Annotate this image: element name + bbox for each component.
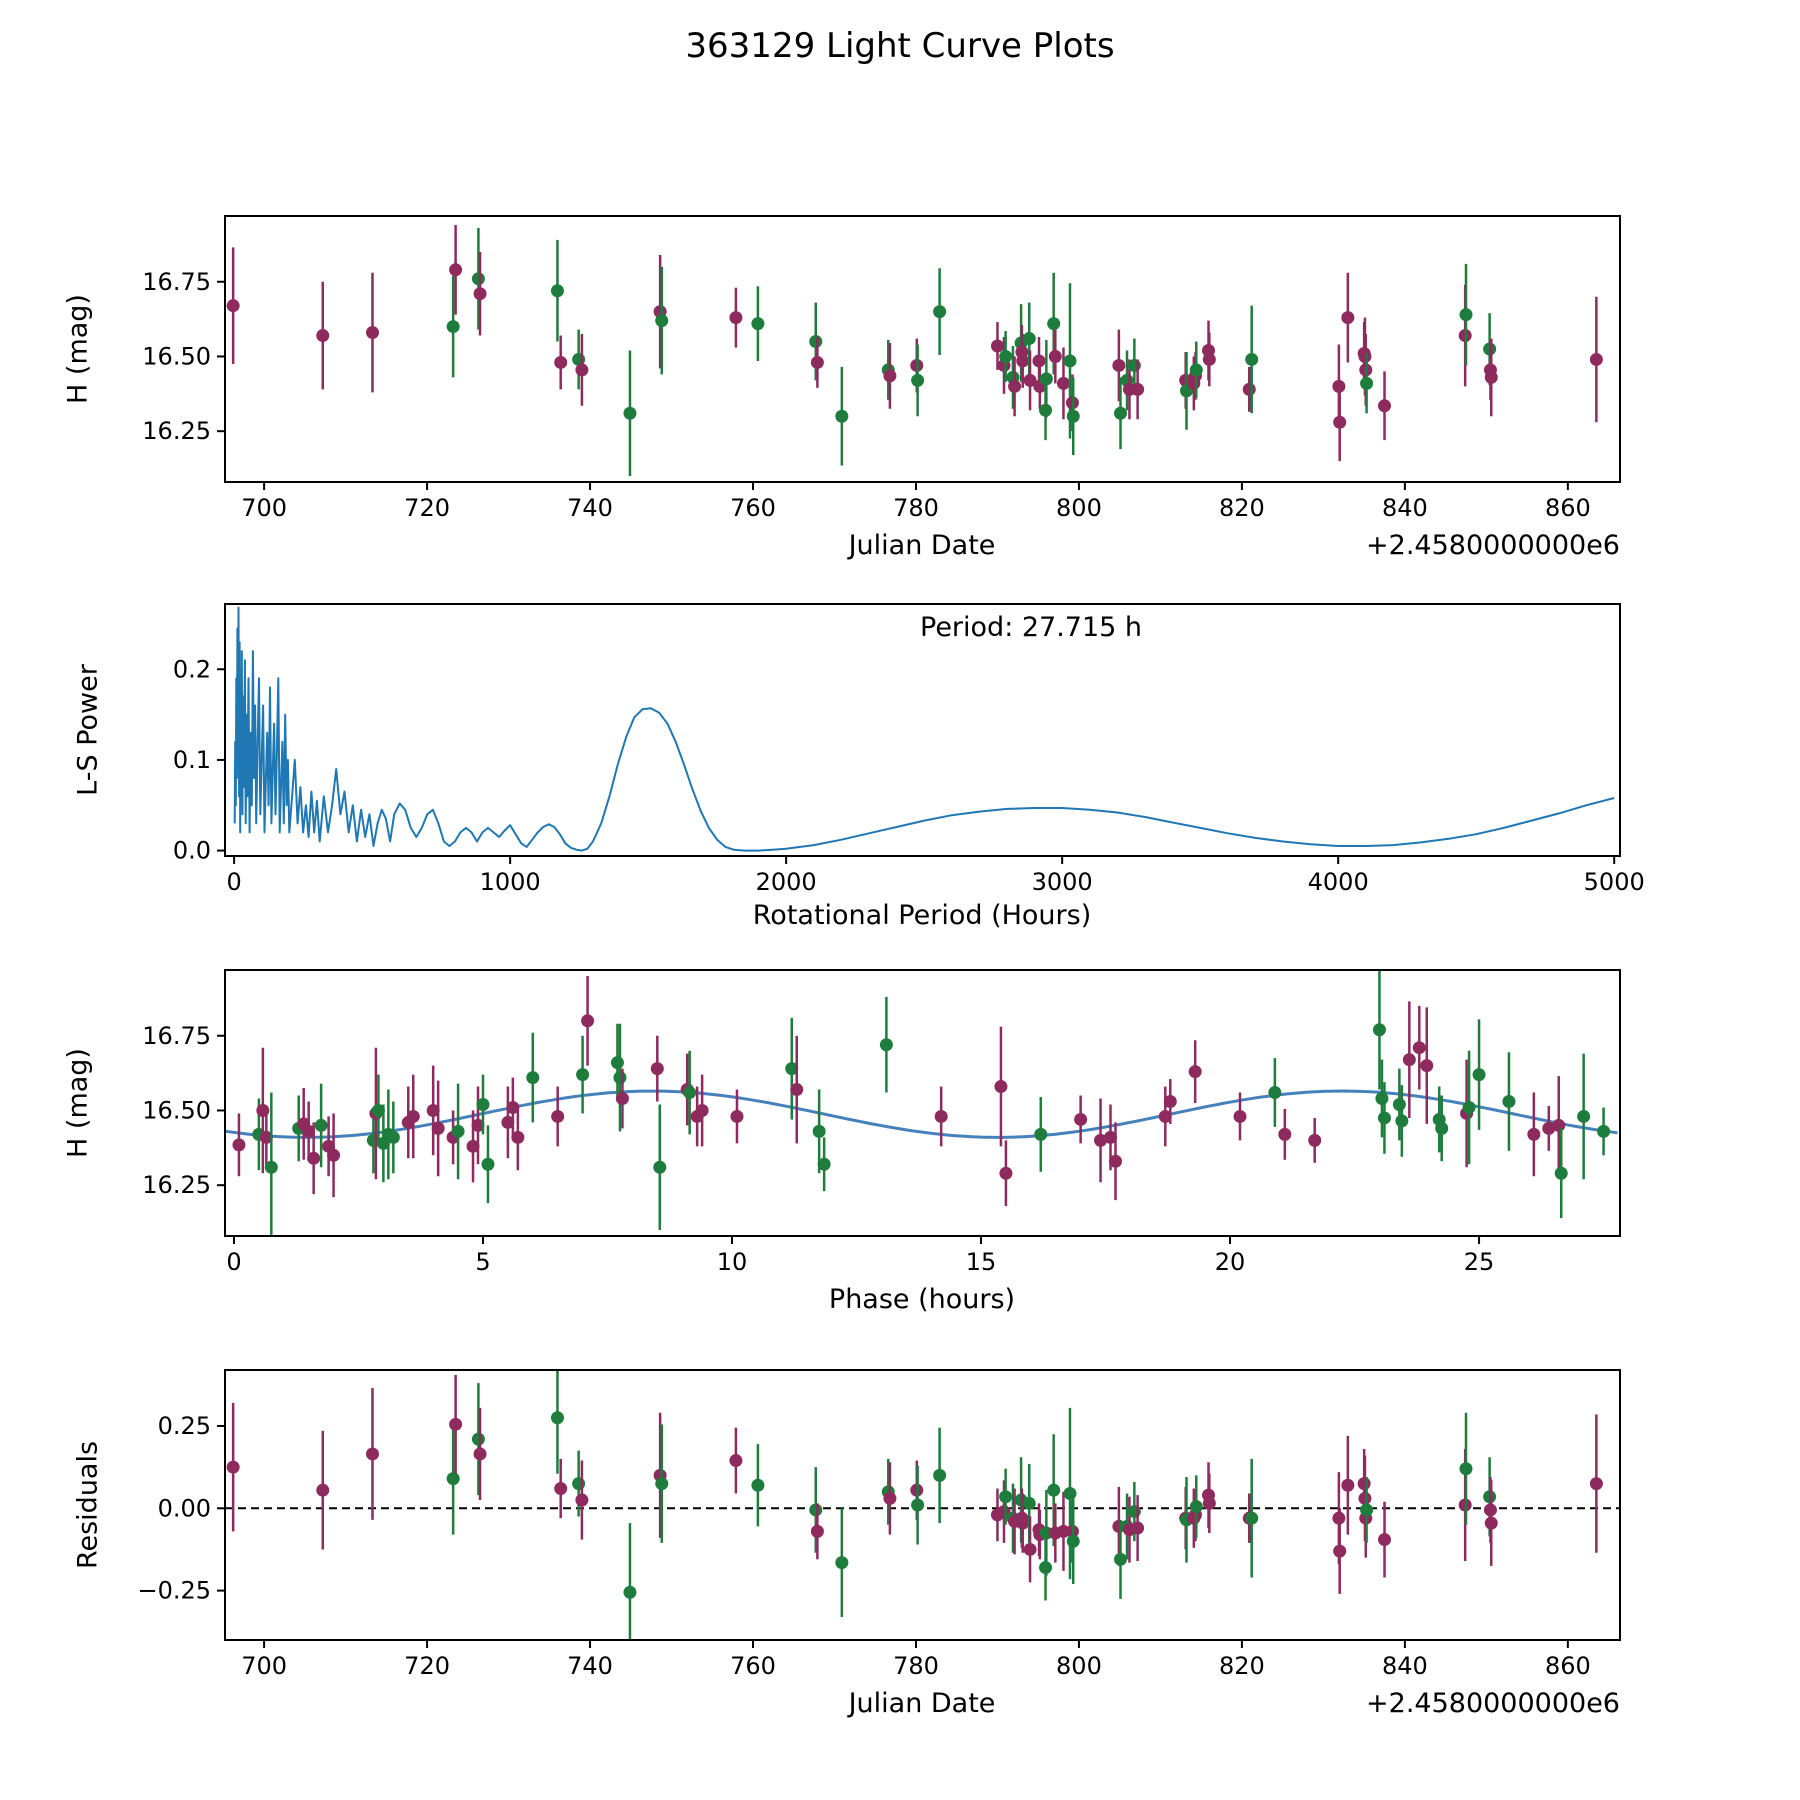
svg-text:720: 720 <box>404 1652 450 1680</box>
lightcurve-axes-frame <box>225 216 1620 482</box>
svg-text:0: 0 <box>226 1248 242 1276</box>
residuals-x-axis-label: Julian Date <box>848 1688 996 1719</box>
svg-text:10: 10 <box>716 1248 748 1276</box>
svg-text:25: 25 <box>1463 1248 1495 1276</box>
svg-text:780: 780 <box>893 494 939 522</box>
phased-plot-area <box>225 970 1618 1242</box>
figure-title: 363129 Light Curve Plots <box>685 26 1115 66</box>
svg-text:740: 740 <box>567 494 613 522</box>
svg-text:0: 0 <box>226 868 242 896</box>
svg-text:15: 15 <box>965 1248 997 1276</box>
svg-text:0.2: 0.2 <box>172 655 211 684</box>
svg-text:1000: 1000 <box>479 868 541 896</box>
lightcurve-points <box>227 225 1603 476</box>
svg-text:760: 760 <box>730 494 776 522</box>
svg-text:700: 700 <box>241 494 288 522</box>
svg-text:16.75: 16.75 <box>142 267 211 296</box>
phased-y-axis-label: H (mag) <box>62 1048 94 1158</box>
svg-text:4000: 4000 <box>1307 868 1369 896</box>
svg-text:740: 740 <box>567 1652 613 1680</box>
svg-text:−0.25: −0.25 <box>137 1576 211 1605</box>
svg-text:0.25: 0.25 <box>157 1411 211 1440</box>
phased-points <box>232 970 1610 1242</box>
svg-text:720: 720 <box>404 494 450 522</box>
svg-text:860: 860 <box>1544 1652 1591 1680</box>
svg-text:5000: 5000 <box>1583 868 1645 896</box>
lightcurve-y-axis-label: H (mag) <box>62 294 94 404</box>
period-annotation: Period: 27.715 h <box>920 612 1143 643</box>
svg-text:16.75: 16.75 <box>142 1021 211 1050</box>
residuals-plot-area <box>225 1362 1620 1662</box>
lightcurve-plot-area <box>227 225 1603 476</box>
svg-text:820: 820 <box>1219 494 1265 522</box>
svg-text:840: 840 <box>1381 1652 1428 1680</box>
svg-text:820: 820 <box>1219 1652 1265 1680</box>
lightcurve-ticks <box>142 268 1590 522</box>
svg-text:780: 780 <box>893 1652 939 1680</box>
svg-text:3000: 3000 <box>1031 868 1093 896</box>
periodogram-ticks <box>173 655 1645 896</box>
svg-text:5: 5 <box>475 1248 491 1276</box>
svg-text:16.25: 16.25 <box>142 417 211 446</box>
svg-text:16.25: 16.25 <box>142 1171 211 1200</box>
svg-text:16.50: 16.50 <box>142 342 211 371</box>
svg-text:840: 840 <box>1381 494 1428 522</box>
svg-text:800: 800 <box>1056 494 1102 522</box>
svg-text:860: 860 <box>1544 494 1591 522</box>
phased-x-axis-label: Phase (hours) <box>828 1284 1016 1315</box>
periodogram-x-axis-label: Rotational Period (Hours) <box>752 900 1092 931</box>
svg-text:800: 800 <box>1056 1652 1102 1680</box>
residuals-x-offset-text: +2.4580000000e6 <box>1366 1688 1620 1719</box>
svg-text:0.0: 0.0 <box>172 836 211 865</box>
residuals-points <box>227 1362 1603 1662</box>
svg-text:0.00: 0.00 <box>157 1494 211 1523</box>
periodogram-y-axis-label: L-S Power <box>72 664 104 796</box>
periodogram-plot-area <box>235 608 1615 851</box>
svg-text:760: 760 <box>730 1652 776 1680</box>
residuals-y-axis-label: Residuals <box>72 1440 104 1570</box>
periodogram-curve <box>235 608 1615 851</box>
svg-text:16.50: 16.50 <box>142 1096 211 1125</box>
lightcurve-x-axis-label: Julian Date <box>848 530 996 561</box>
svg-text:0.1: 0.1 <box>172 745 211 774</box>
svg-text:2000: 2000 <box>755 868 817 896</box>
lightcurve-x-offset-text: +2.4580000000e6 <box>1366 530 1620 561</box>
svg-text:700: 700 <box>241 1652 288 1680</box>
svg-text:20: 20 <box>1214 1248 1246 1276</box>
